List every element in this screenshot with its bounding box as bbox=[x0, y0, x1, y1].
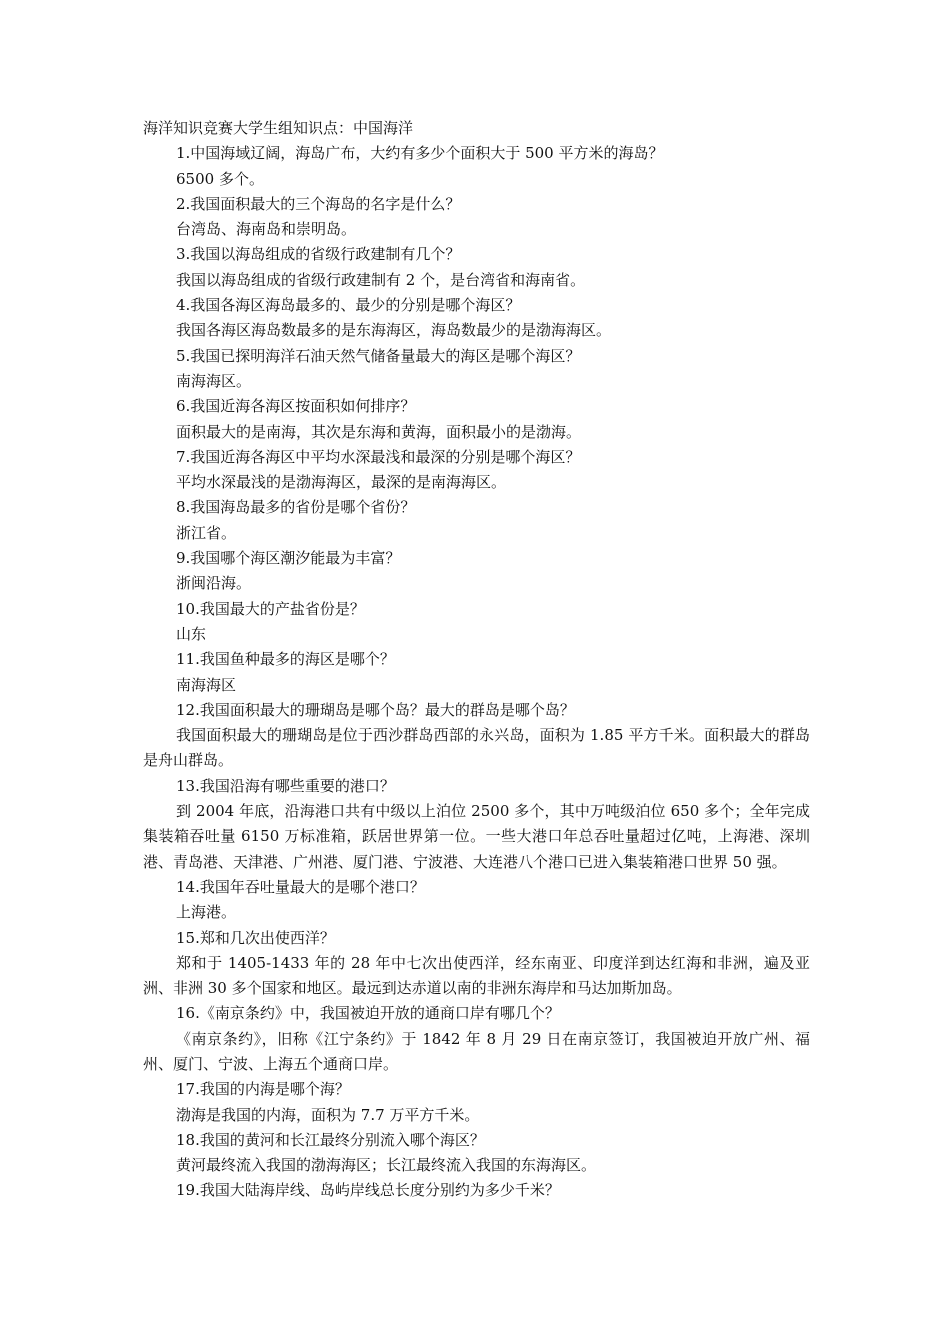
question-13: 13.我国沿海有哪些重要的港口？ bbox=[176, 776, 395, 795]
answer-18: 黄河最终流入我国的渤海海区；长江最终流入我国的东海海区。 bbox=[176, 1156, 597, 1175]
question-8: 8.我国海岛最多的省份是哪个省份？ bbox=[176, 498, 416, 517]
question-10: 10.我国最大的产盐省份是？ bbox=[176, 599, 365, 618]
answer-5: 南海海区。 bbox=[176, 371, 252, 390]
answer-8: 浙江省。 bbox=[176, 523, 237, 542]
document-body bbox=[143, 116, 810, 1204]
question-9: 9.我国哪个海区潮汐能最为丰富？ bbox=[176, 549, 401, 568]
answer-2: 台湾岛、海南岛和崇明岛。 bbox=[176, 220, 357, 239]
question-16: 16.《南京条约》中，我国被迫开放的通商口岸有哪几个？ bbox=[176, 1004, 560, 1023]
answer-17: 渤海是我国的内海，面积为 7.7 万平方千米。 bbox=[176, 1105, 480, 1124]
question-19: 19.我国大陆海岸线、岛屿岸线总长度分别约为多少千米？ bbox=[176, 1181, 560, 1200]
question-6: 6.我国近海各海区按面积如何排序？ bbox=[176, 397, 416, 416]
answer-4: 我国各海区海岛数最多的是东海海区，海岛数最少的是渤海海区。 bbox=[176, 321, 612, 340]
answer-14: 上海港。 bbox=[176, 903, 237, 922]
question-14: 14.我国年吞吐量最大的是哪个港口？ bbox=[176, 877, 425, 896]
question-12: 12.我国面积最大的珊瑚岛是哪个岛？最大的群岛是哪个岛？ bbox=[176, 700, 575, 719]
answer-9: 浙闽沿海。 bbox=[176, 574, 252, 593]
answer-12: 我国面积最大的珊瑚岛是位于西沙群岛西部的永兴岛，面积为 1.85 平方千米。面积最大的群岛是舟山群岛。 bbox=[143, 726, 810, 770]
answer-16: 《南京条约》，旧称《江宁条约》于 1842 年 8 月 29 日在南京签订，我国被迫开放广州、福州、厦门、宁波、上海五个通商口岸。 bbox=[143, 1029, 810, 1073]
document-title: 海洋知识竞赛大学生组知识点：中国海洋 bbox=[143, 119, 414, 137]
question-17: 17.我国的内海是哪个海？ bbox=[176, 1080, 350, 1099]
question-5: 5.我国已探明海洋石油天然气储备量最大的海区是哪个海区？ bbox=[176, 346, 581, 365]
answer-11: 南海海区 bbox=[176, 675, 237, 694]
question-15: 15.郑和几次出使西洋？ bbox=[176, 928, 335, 947]
question-11: 11.我国鱼种最多的海区是哪个？ bbox=[176, 650, 395, 669]
question-1: 1.中国海域辽阔，海岛广布，大约有多少个面积大于 500 平方米的海岛？ bbox=[176, 144, 664, 163]
answer-15: 郑和于 1405-1433 年的 28 年中七次出使西洋，经东南亚、印度洋到达红海和非洲，遍及亚洲、非洲 30 多个国家和地区。最远到达赤道以南的非洲东海岸和马达加斯加岛。 bbox=[143, 953, 810, 998]
question-4: 4.我国各海区海岛最多的、最少的分别是哪个海区？ bbox=[176, 296, 521, 315]
answer-3: 我国以海岛组成的省级行政建制有 2 个，是台湾省和海南省。 bbox=[176, 270, 586, 289]
answer-1: 6500 多个。 bbox=[176, 169, 264, 188]
question-2: 2.我国面积最大的三个海岛的名字是什么？ bbox=[176, 194, 461, 213]
answer-6: 面积最大的是南海，其次是东海和黄海，面积最小的是渤海。 bbox=[176, 422, 582, 441]
answer-13: 到 2004 年底，沿海港口共有中级以上泊位 2500 多个，其中万吨级泊位 650 多个；全年完成集装箱吞吐量 6150 万标准箱，跃居世界第一位。一些大港口年总吞吐量超过亿吨，上海港、深圳港、青岛港、天津港、广州港、厦门港、宁波港、大连港八个港口已进入集装箱港口世界 50 强。 bbox=[143, 802, 810, 871]
answer-10: 山东 bbox=[176, 624, 207, 643]
question-7: 7.我国近海各海区中平均水深最浅和最深的分别是哪个海区？ bbox=[176, 447, 581, 466]
question-3: 3.我国以海岛组成的省级行政建制有几个？ bbox=[176, 245, 461, 264]
answer-7: 平均水深最浅的是渤海海区，最深的是南海海区。 bbox=[176, 473, 507, 492]
question-18: 18.我国的黄河和长江最终分别流入哪个海区？ bbox=[176, 1130, 485, 1149]
